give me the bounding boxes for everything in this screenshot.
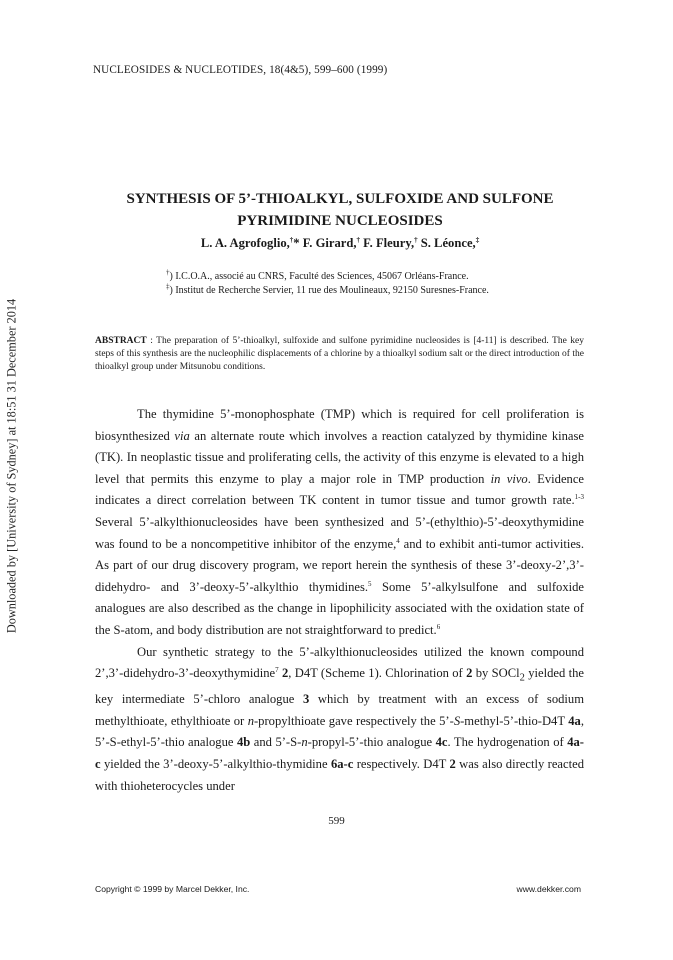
p1-in-vivo: in vivo (490, 471, 528, 486)
author-2-mark: † (356, 235, 360, 244)
citation-ref: 6 (436, 622, 441, 631)
affiliation-2-mark: ‡ (166, 282, 170, 291)
compound-number: 6a-c (330, 757, 354, 772)
p1-text: an alternate route which involves a reaction catalyzed by thymidine kinase (TK). In neoplastic tissue and proliferating cells, the activity of this enzyme is elevated to a high level that permits this enzyme to play a major role in TMP production (95, 428, 584, 486)
affiliation-1-mark: † (166, 268, 170, 277)
affiliations (166, 270, 489, 298)
paragraph-2 (95, 642, 584, 798)
title-line-1: SYNTHESIS OF 5’-THIOALKYL, SULFOXIDE AND SULFONE (126, 191, 554, 207)
affiliation-1 (166, 270, 489, 284)
publisher-url: www.dekker.com (516, 884, 581, 894)
p1-text: The thymidine 5’-monophosphate (TMP) which is required for cell proliferation is biosynthesized (95, 407, 584, 443)
abstract-text: : The preparation of 5’-thioalkyl, sulfoxide and sulfone pyrimidine nucleosides is [4-11] is described. The key steps of this synthesis are the nucleophilic displacements of a chlorine by a thioalkyl sodium salt or the direct introduction of the thioalkyl group under Mitsunobu conditions. (95, 336, 584, 372)
author-1-mark: † (289, 235, 294, 244)
p2-text: and 5’-S- (250, 735, 302, 750)
compound-number: 4a (568, 713, 581, 728)
p1-via: via (174, 428, 190, 443)
p2-text: . The hydrogenation of (447, 735, 568, 750)
p2-text: -propylthioate gave respectively the 5’- (253, 713, 454, 728)
p1-text: and to exhibit anti-tumor activities. As part of our drug discovery program, we report herein the synthesis of these 3’-deoxy-2’,3’-didehydro- and 3’-deoxy-5’-alkylthio thymidines. (95, 536, 584, 594)
p2-text: was also directly reacted with thioheterocycles under (95, 757, 584, 793)
subscript: 2 (519, 672, 525, 684)
affiliation-2 (166, 284, 489, 298)
citation-ref: 1-3 (574, 493, 584, 502)
p2-text: by SOCl (472, 666, 520, 681)
p2-text: , D4T (Scheme 1). Chlorination of (288, 666, 467, 681)
citation-ref: 4 (396, 536, 400, 545)
italic-prefix: n (247, 713, 254, 728)
download-watermark (2, 203, 22, 729)
p2-text: yielded the 3’-deoxy-5’-alkylthio-thymidine (100, 757, 331, 772)
citation-ref: 7 (275, 665, 279, 674)
author-1: L. A. Agrofoglio, (200, 236, 290, 250)
p2-text: yielded the key intermediate 5’-chloro analogue (95, 666, 584, 707)
compound-number: 4b (236, 735, 251, 750)
p2-text: respectively. D4T (353, 757, 450, 772)
abstract (95, 335, 584, 374)
author-2: * F. Girard, (293, 236, 357, 250)
abstract-label: ABSTRACT (95, 336, 147, 346)
paper-title (60, 188, 620, 232)
p2-text: which by treatment with an excess of sodium methylthioate, ethylthioate or (95, 692, 584, 728)
copyright-notice: Copyright © 1999 by Marcel Dekker, Inc. (95, 884, 250, 894)
compound-number: 2 (278, 666, 289, 681)
journal-header: NUCLEOSIDES & NUCLEOTIDES, 18(4&5), 599–600 (1999) (93, 64, 388, 76)
affiliation-2-text: ) Institut de Recherche Servier, 11 rue des Moulineaux, 92150 Suresnes-France. (169, 285, 489, 296)
affiliation-1-text: ) I.C.O.A., associé au CNRS, Faculté des Sciences, 45067 Orléans-France. (169, 271, 469, 282)
compound-number: 4a-c (95, 735, 584, 772)
p2-text: -propyl-5’-thio analogue (307, 735, 436, 750)
author-list (60, 236, 620, 251)
p2-text: -methyl-5’-thio-D4T (460, 713, 569, 728)
title-line-2: PYRIMIDINE NUCLEOSIDES (237, 213, 443, 229)
italic-prefix: S (453, 713, 461, 728)
p1-text: Several 5’-alkylthionucleosides have been synthesized and 5’-(ethylthio)-5’-deoxythymidine was found to be a noncompetitive inhibitor of the enzyme, (95, 514, 584, 551)
download-watermark-text: Downloaded by [University of Sydney] at 18:51 31 December 2014 (4, 298, 19, 634)
compound-number: 4c (435, 735, 448, 750)
author-3-mark: † (414, 235, 418, 244)
p1-text: . Evidence indicates a direct correlation between TK content in tumor tissue and tumor growth rate. (95, 471, 585, 508)
body-text (95, 404, 584, 797)
author-4-mark: ‡ (475, 235, 480, 244)
p1-text: Some 5’-alkylsulfone and sulfoxide analogues are also described as the change in lipophilicity associated with the oxidation state of the S-atom, and body distribution are not straightforward to predict. (95, 579, 585, 637)
paragraph-1 (95, 404, 584, 642)
page-number: 599 (328, 815, 345, 827)
italic-prefix: n (301, 735, 308, 750)
p2-text: Our synthetic strategy to the 5’-alkylthionucleosides utilized the known compound 2’,3’-didehydro-3’-deoxythymidine (95, 644, 584, 681)
author-4: S. Léonce, (417, 236, 476, 250)
compound-number: 2 (449, 757, 456, 772)
compound-number: 3 (302, 692, 310, 707)
compound-number: 2 (466, 666, 473, 681)
citation-ref: 5 (368, 579, 372, 588)
author-3: F. Fleury, (360, 236, 415, 250)
p2-text: , 5’-S-ethyl-5’-thio analogue (95, 713, 584, 750)
